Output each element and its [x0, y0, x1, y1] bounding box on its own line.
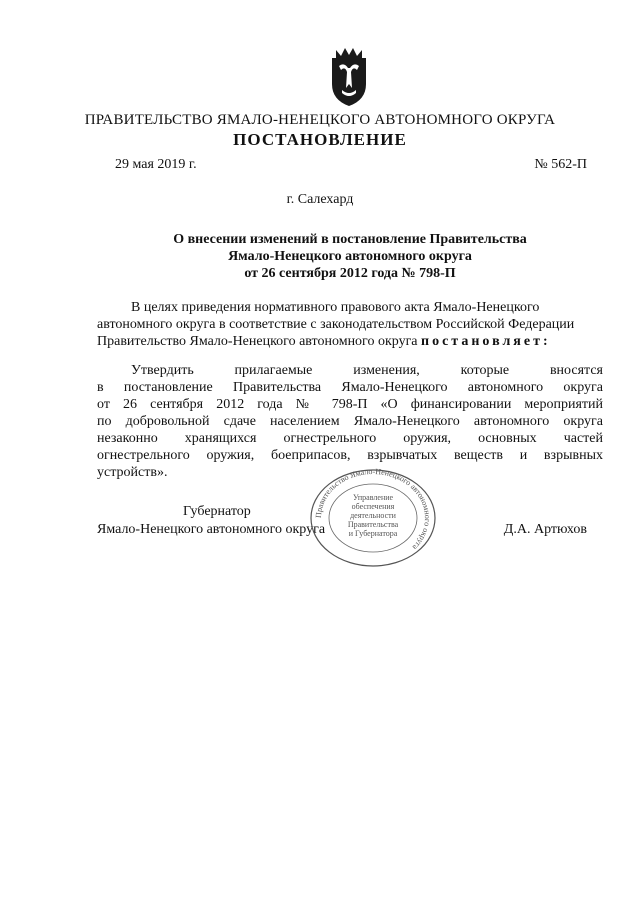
paragraph-line: устройств». — [97, 465, 168, 480]
paragraph-line: по добровольной сдаче населением Ямало-Ненецкого автономного округа — [97, 414, 603, 429]
government-title: ПРАВИТЕЛЬСТВО ЯМАЛО-НЕНЕЦКОГО АВТОНОМНОГО ОКРУГА — [84, 112, 556, 128]
stamp-ring-text: Правительство Ямало-Ненецкого автономного округа — [313, 468, 433, 552]
paragraph-line: огнестрельного оружия, боеприпасов, взрывчатых веществ и взрывных — [97, 448, 603, 463]
document-number: № 562-П — [534, 157, 587, 172]
subject-line: от 26 сентября 2012 года № 798-П — [244, 266, 456, 281]
paragraph-line: от 26 сентября 2012 года № 798-П «О финансировании мероприятий — [97, 397, 603, 412]
document-city: г. Салехард — [286, 192, 354, 207]
preamble-subject-text: Правительство Ямало-Ненецкого автономного округа — [97, 334, 418, 349]
document-subject — [0, 231, 640, 282]
paragraph-line — [97, 333, 603, 350]
paragraph-line: автономного округа в соответствие с законодательством Российской Федерации — [97, 317, 575, 332]
stamp-text-line: обеспечения — [351, 502, 395, 511]
paragraph-line: Утвердить прилагаемые изменения, которые вносятся — [131, 363, 603, 378]
official-stamp — [308, 468, 438, 568]
stamp-text-line: Управление — [352, 493, 394, 502]
stamp-text-line: и Губернатора — [348, 529, 398, 538]
resolves-keyword: постановляет: — [421, 334, 551, 349]
signature-organization: Ямало-Ненецкого автономного округа — [97, 522, 326, 537]
paragraph-line: в постановление Правительства Ямало-Ненецкого автономного округа — [97, 380, 603, 395]
coat-of-arms-emblem — [324, 44, 374, 108]
paragraph-line: незаконно хранящихся огнестрельного оружия, основных частей — [97, 431, 603, 446]
document-type: ПОСТАНОВЛЕНИЕ — [233, 130, 407, 149]
stamp-text-line: деятельности — [350, 511, 396, 520]
stamp-text-line: Правительства — [347, 520, 399, 529]
paragraph-line: В целях приведения нормативного правового акта Ямало-Ненецкого — [131, 300, 540, 315]
signature-title: Губернатор — [183, 504, 251, 519]
subject-line: Ямало-Ненецкого автономного округа — [228, 249, 472, 264]
decision-paragraph — [97, 362, 603, 481]
preamble-paragraph — [97, 299, 603, 350]
signature-name: Д.А. Артюхов — [503, 522, 587, 537]
document-date: 29 мая 2019 г. — [115, 157, 197, 172]
subject-line: О внесении изменений в постановление Правительства — [173, 232, 527, 247]
